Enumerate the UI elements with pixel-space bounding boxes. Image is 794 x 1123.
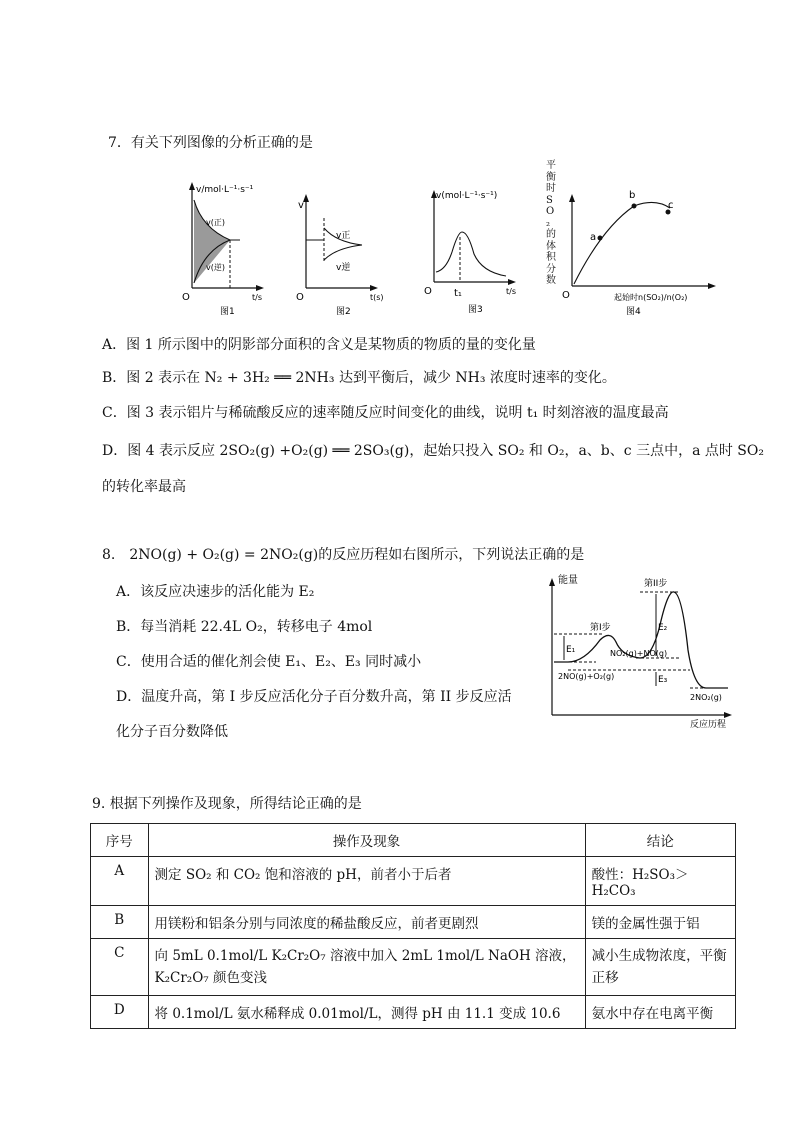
row-index: D (91, 996, 149, 1029)
fig2-curve-top: v正 (336, 231, 351, 241)
table-header-row (91, 824, 736, 857)
fig1-caption: 图1 (220, 307, 235, 317)
q8-option-d-line1: D．温度升高，第 I 步反应活化分子百分数升高，第 II 步反应活 (116, 689, 512, 705)
energy-diagram (540, 570, 740, 730)
fig4-ylabel: 平衡时SO₂的体积分数 (546, 160, 556, 286)
fig4-xlabel: 起始时n(SO₂)/n(O₂) (614, 293, 688, 302)
q7-option-a: A．图 1 所示图中的阴影部分面积的含义是某物质的物质的量的变化量 (102, 337, 536, 353)
figure-3 (420, 182, 530, 318)
fig3-xlabel: t/s (506, 287, 516, 296)
header-operation: 操作及现象 (148, 824, 585, 857)
fig3-ylabel: v(mol·L⁻¹·s⁻¹) (436, 191, 498, 201)
fig4-caption: 图4 (626, 307, 641, 317)
fig4-point-b: b (629, 190, 636, 201)
product-label: 2NO₂(g) (690, 693, 722, 702)
intermediate-label: NO₂(g)+NO(g) (610, 649, 668, 658)
step1-label: 第I步 (590, 623, 611, 633)
fig4-point-a: a (590, 232, 597, 243)
q8-option-d-line2: 化分子百分数降低 (116, 724, 228, 740)
q9-stem: 9. 根据下列操作及现象，所得结论正确的是 (92, 796, 362, 812)
e3-label: E₃ (658, 675, 668, 685)
q7-option-d-line2: 的转化率最高 (102, 479, 186, 495)
q7-option-d-line1: D．图 4 表示反应 2SO₂(g) +O₂(g) ══ 2SO₃(g)，起始只投入 SO₂ 和 O₂，a、b、c 三点中，a 点时 SO₂ (102, 443, 764, 459)
q7-option-b: B．图 2 表示在 N₂ + 3H₂ ══ 2NH₃ 达到平衡后，减少 NH₃ 浓度时速率的变化。 (102, 370, 616, 386)
row-operation: 测定 SO₂ 和 CO₂ 饱和溶液的 pH，前者小于后者 (148, 857, 585, 906)
fig2-caption: 图2 (336, 307, 351, 317)
fig2-origin: O (296, 292, 304, 303)
fig2-curve-bottom: v逆 (336, 263, 351, 273)
q8-stem: 8. 2NO(g) + O₂(g) = 2NO₂(g)的反应历程如右图所示，下列说法正确的是 (102, 547, 585, 563)
row-index: B (91, 906, 149, 939)
q8-option-c: C．使用合适的催化剂会使 E₁、E₂、E₃ 同时减小 (116, 654, 422, 670)
row-conclusion: 酸性：H₂SO₃＞H₂CO₃ (585, 857, 735, 906)
row-operation: 用镁粉和铝条分别与同浓度的稀盐酸反应，前者更剧烈 (148, 906, 585, 939)
fig3-t1: t₁ (454, 288, 462, 299)
header-index: 序号 (91, 824, 149, 857)
e2-label: E₂ (658, 623, 668, 633)
figure-1 (180, 178, 280, 318)
reactants-label: 2NO(g)+O₂(g) (558, 672, 615, 681)
table-row (91, 939, 736, 996)
figure-4 (540, 158, 720, 318)
table-row (91, 996, 736, 1029)
energy-xlabel: 反应历程 (690, 720, 727, 730)
q9-table (90, 823, 736, 1029)
fig1-curve-top: v(正) (206, 218, 225, 227)
row-conclusion: 减小生成物浓度，平衡正移 (585, 939, 735, 996)
row-operation: 将 0.1mol/L 氨水稀释成 0.01mol/L，测得 pH 由 11.1 变成 10.6 (148, 996, 585, 1029)
table-row (91, 857, 736, 906)
e1-label: E₁ (566, 645, 576, 655)
fig1-xlabel: t/s (252, 293, 262, 302)
q8-option-b: B．每当消耗 22.4L O₂，转移电子 4mol (116, 619, 373, 635)
fig4-origin: O (562, 290, 570, 301)
row-index: C (91, 939, 149, 996)
row-conclusion: 镁的金属性强于铝 (585, 906, 735, 939)
row-index: A (91, 857, 149, 906)
fig3-caption: 图3 (468, 305, 483, 315)
energy-ylabel: 能量 (558, 575, 578, 586)
header-conclusion: 结论 (585, 824, 735, 857)
row-conclusion: 氨水中存在电离平衡 (585, 996, 735, 1029)
q7-stem: 7．有关下列图像的分析正确的是 (108, 135, 313, 151)
step2-label: 第II步 (644, 579, 668, 589)
fig3-origin: O (424, 286, 432, 297)
row-operation: 向 5mL 0.1mol/L K₂Cr₂O₇ 溶液中加入 2mL 1mol/L NaOH 溶液，K₂Cr₂O₇ 颜色变浅 (148, 939, 585, 996)
fig1-curve-bottom: v(逆) (206, 263, 225, 272)
fig2-xlabel: t(s) (370, 293, 384, 302)
fig4-point-c: c (668, 200, 674, 211)
fig2-ylabel: v (298, 200, 304, 211)
fig1-ylabel: v/mol·L⁻¹·s⁻¹ (196, 185, 254, 195)
fig1-origin: O (182, 292, 190, 303)
figure-2 (292, 188, 392, 318)
q8-option-a: A．该反应决速步的活化能为 E₂ (116, 584, 315, 600)
q7-option-c: C．图 3 表示铝片与稀硫酸反应的速率随反应时间变化的曲线，说明 t₁ 时刻溶液的温度最高 (102, 405, 669, 421)
table-row (91, 906, 736, 939)
